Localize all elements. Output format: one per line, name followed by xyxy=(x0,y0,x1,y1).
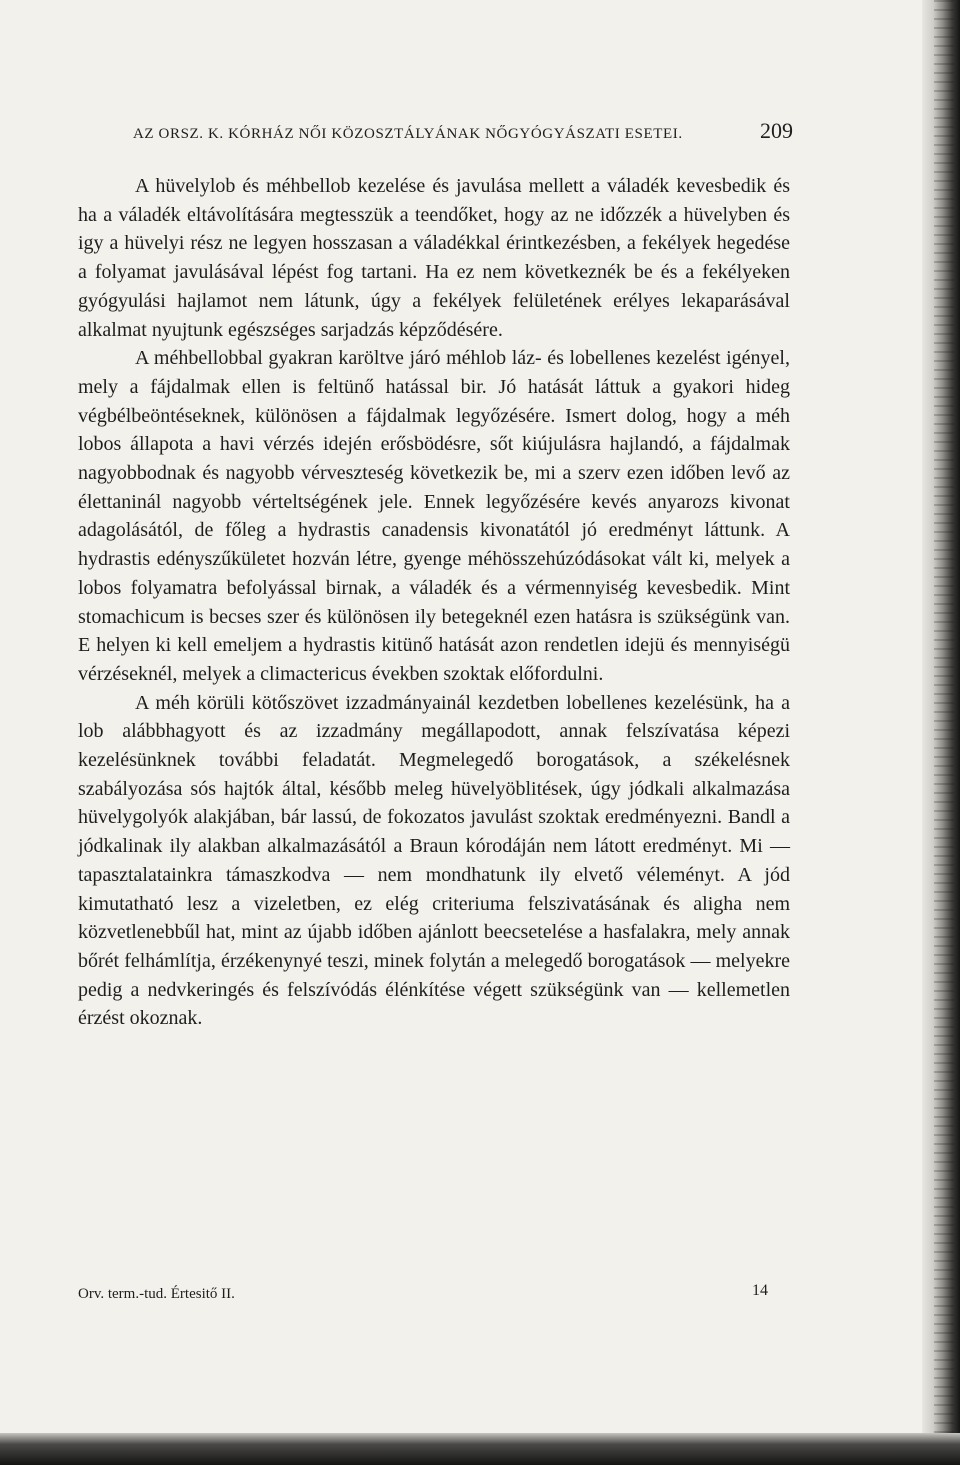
printer-signature-mark: 14 xyxy=(752,1282,768,1299)
page-header xyxy=(133,120,793,150)
page-footer xyxy=(78,1282,790,1314)
paragraph: A méh körüli kötőszövet izzadmányainál kezdetben lobellenes kezelésünk, ha a lob alábbhagyott és az izzadmány megállapodott, annak felszívatása képezi kezelésünknek további feladatát. Megmelegedő borogatások, a székelésnek szabályozása sós hajtók által, később meleg hüvelyöblitések, úgy jódkali alkalmazása hüvelygolyók alakjában, bár lassú, de fokozatos javulást szoktak eredményezni. Bandl a jódkalinak ily alakban alkalmazásától a Braun kórodáján nem látott eredményt. Mi — tapasztalatainkra támaszkodva — nem mondhatunk ily elvető véleményt. A jód kimutatható lesz a vizeletben, ez elég criteriuma felszivatásának és aligha nem közvetlenebbűl hat, mint az újabb időben ajánlott beecsetelése a hasfalakra, mely annak bőrét felhámlítja, érzékenynyé teszi, minek folytán a melegedő borogatások — melyekre pedig a nedvkeringés és felszívódás élénkítése végett szükségünk van — kellemetlen érzést okoznak. xyxy=(78,691,790,1030)
page-number: 209 xyxy=(760,118,793,143)
journal-source: Orv. term.-tud. Értesitő II. xyxy=(78,1286,235,1302)
scan-bottom-edge xyxy=(0,1433,960,1465)
paragraph: A hüvelylob és méhbellob kezelése és javulása mellett a váladék kevesbedik és ha a váladék eltávolítására megtesszük a teendőket, hogy az ne időzzék a hüvelyben és igy a hüvelyi rész ne legyen hosszasan a váladékkal érintkezésben, a fekélyek hegedése a folyamat javulásával lépést fog tartani. Ha ez nem következnék be és a fekélyeken gyógyulási hajlamot nem látunk, úgy a fekélyek felületének erélyes lekaparásával alkalmat nyujtunk egészséges sarjadzás képződésére. xyxy=(78,175,790,341)
binding-texture xyxy=(934,0,954,1465)
paragraph: A méhbellobbal gyakran karöltve járó méhlob láz- és lobellenes kezelést igényel, mely a fájdalmak ellen is feltünő hatással bir. Jó hatását láttuk a gyakori hideg végbélbeöntéseknek, különösen a fájdalmak legyőzésére. Ismert dolog, hogy a méh lobos állapota a havi vérzés idején erősbödésre, sőt kiújulásra hajlandó, a fájdalmak nagyobbodnak és nagyobb vérveszteség következik be, mi a szerv ezen időben levő az élettaninál nagyobb vérteltségének jele. Ennek legyőzésére kevés anyarozs kivonat adagolásától, de főleg a hydrastis canadensis kivonatától jó eredményt láttunk. A hydrastis edényszűkületet hozván létre, gyenge méhösszehúzódásokat vált ki, melyek a lobos folyamatra befolyással birnak, a váladék és a vérmennyiség kevesbedik. Mint stomachicum is becses szer és különösen ily betegeknél ezen hatásra is szükségünk van. E helyen ki kell emeljem a hydrastis kitünő hatását azon rendetlen idejü és mennyiségü vérzéseknél, melyek a climactericus években szoktak előfordulni. xyxy=(78,347,790,685)
running-head: AZ ORSZ. K. KÓRHÁZ NŐI KÖZOSZTÁLYÁNAK NŐGYÓGYÁSZATI ESETEI. xyxy=(133,126,683,142)
body-text xyxy=(78,172,790,1033)
